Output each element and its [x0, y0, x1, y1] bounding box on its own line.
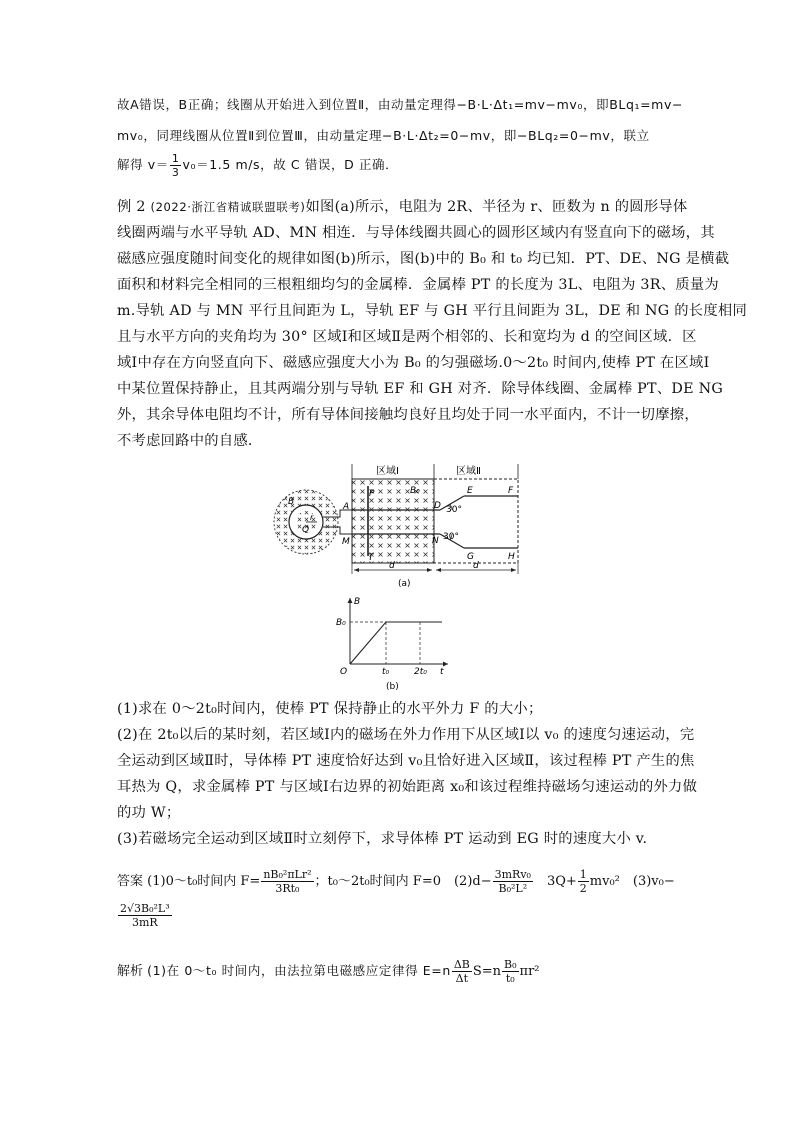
example-line-1: 线圈两端与水平导轨 AD、MN 相连．与导体线圈共圆心的圆形区域内有竖直向下的磁场，其 — [117, 225, 715, 241]
answer-fraction-1 — [261, 868, 313, 895]
question-2-line3: 耳热为 Q，求金属棒 PT 与区域Ⅰ右边界的初始距离 x₀和该过程维持磁场匀速运动的外力做 — [117, 779, 698, 795]
origin-label: O — [340, 667, 348, 677]
label-H: H — [508, 552, 515, 562]
analysis-fraction-1 — [452, 958, 472, 985]
region1-field — [352, 479, 434, 563]
label-P: P — [369, 489, 375, 499]
label-A: A — [343, 502, 350, 512]
tick-label-t0: t₀ — [382, 667, 390, 677]
frac-num: ΔB — [453, 958, 470, 971]
answer-part4: mv₀² (3)v₀− — [589, 874, 675, 889]
figure-a-caption: (a) — [398, 579, 411, 589]
label-M: M — [342, 537, 350, 547]
label-d-region2: d — [473, 561, 479, 571]
fraction-one-third — [170, 152, 182, 179]
example-line-4: m.导轨 AD 与 MN 平行且间距为 L，导轨 EF 与 GH 平行且间距为 3L，DE 和 NG 的长度相同 — [117, 303, 747, 319]
frac-den: 3Rt₀ — [275, 882, 300, 895]
answer-line — [117, 868, 675, 895]
frac-den: 2 — [579, 882, 587, 895]
label-angle-30-bottom: 30° — [443, 532, 459, 542]
example-line-2: 磁感应强度随时间变化的规律如图(b)所示，图(b)中的 B₀ 和 t₀ 均已知．PT、DE、NG 是横截 — [117, 251, 730, 267]
question-1: (1)求在 0～2t₀时间内，使棒 PT 保持静止的水平外力 F 的大小； — [117, 701, 543, 717]
figure-a — [268, 460, 530, 590]
para1-line3 — [117, 152, 398, 179]
region1-label: 区域Ⅰ — [376, 466, 399, 477]
frac-den: 3mR — [131, 916, 158, 929]
frac-den: t₀ — [505, 972, 515, 985]
b-vs-t-curve — [350, 622, 442, 664]
answer-fraction-4 — [118, 902, 172, 929]
label-B: B — [288, 497, 295, 507]
example-line-7: 中某位置保持静止，且其两端分别与导轨 EF 和 GH 对齐．除导体线圈、金属棒 PT、DE NG — [117, 381, 723, 397]
figure-b-caption: (b) — [386, 682, 399, 692]
answer-fraction-2 — [493, 868, 533, 895]
analysis-part2: S=n — [472, 964, 502, 979]
example-line-0: 如图(a)所示，电阻为 2R、半径为 r、匝数为 n 的圆形导体 — [305, 199, 688, 215]
frac-num: 2√3B₀²L³ — [120, 902, 170, 915]
question-2-line4: 的功 W； — [117, 805, 181, 821]
region2-label: 区域Ⅱ — [456, 466, 481, 477]
label-E: E — [467, 486, 473, 496]
frac-num: nB₀²πLr² — [263, 868, 312, 881]
example-line-8: 外，其余导体电阻均不计，所有导体间接触均良好且均处于同一水平面内，不计一切摩擦， — [117, 407, 699, 423]
answer-fraction-3 — [578, 868, 589, 895]
region2-box — [434, 479, 518, 563]
figure-b — [336, 594, 456, 694]
label-T: T — [368, 553, 374, 563]
answer-part2: ；t₀～2t₀时间内 F=0 (2)d− — [314, 874, 492, 889]
label-G: G — [467, 552, 474, 562]
example-label: 例 2 — [117, 199, 146, 215]
label-F: F — [508, 486, 514, 496]
analysis-part3: πr² — [519, 964, 540, 979]
analysis-fraction-2 — [502, 958, 519, 985]
question-2-line2: 全运动到区域Ⅱ时，导体棒 PT 速度恰好达到 v₀且恰好进入区域Ⅱ，该过程棒 PT 产生的焦 — [117, 753, 695, 769]
question-2-line1: (2)在 2t₀以后的某时刻，若区域Ⅰ内的磁场在外力作用下从区域Ⅰ以 v₀ 的速度匀速运动，完 — [117, 727, 695, 743]
answer-line-2 — [117, 902, 173, 929]
answer-part3: 3Q+ — [533, 874, 577, 889]
para1-line3-post: v₀＝1.5 m/s，故 C 错误，D 正确． — [182, 157, 399, 172]
example-line-6: 域Ⅰ中存在方向竖直向下、磁感应强度大小为 B₀ 的匀强磁场.0～2t₀ 时间内,使棒 PT 在区域Ⅰ — [117, 355, 710, 371]
axis-label-B: B — [354, 597, 361, 607]
axis-label-t: t — [440, 667, 444, 677]
tick-label-2t0: 2t₀ — [414, 667, 427, 677]
analysis-part1: (1)在 0～t₀ 时间内，由法拉第电磁感应定律得 E=n — [147, 963, 451, 978]
para1-line2: mv₀，同理线圈从位置Ⅱ到位置Ⅲ，由动量定理−B·L·Δt₂=0−mv，即−BLq₂=0−mv，联立 — [117, 128, 650, 143]
example-line-5: 且与水平方向的夹角均为 30° 区域Ⅰ和区域Ⅱ是两个相邻的、长和宽均为 d 的空间区域．区 — [117, 329, 697, 345]
para1-line1: 故A错误，B正确；线圈从开始进入到位置Ⅱ，由动量定理得−B·L·Δt₁=mv−mv₀，即BLq₁=mv− — [117, 97, 684, 112]
example-source: (2022·浙江省精诚联盟联考) — [150, 200, 306, 214]
label-Q: Q — [302, 525, 310, 535]
label-D: D — [434, 501, 441, 511]
label-N: N — [432, 536, 439, 546]
label-d-region1: d — [389, 561, 395, 571]
frac-den: Δt — [455, 972, 469, 985]
frac-num: 3mRv₀ — [494, 868, 531, 881]
example-first-line — [117, 198, 687, 216]
frac-num: B₀ — [504, 958, 517, 971]
analysis-line — [117, 958, 540, 985]
frac-den: 3 — [171, 166, 180, 179]
answer-label: 答案 — [117, 874, 144, 889]
answer-part1: (1)0～t₀时间内 F= — [147, 874, 261, 889]
frac-den: B₀²L² — [498, 882, 528, 895]
question-3: (3)若磁场完全运动到区域Ⅱ时立刻停下，求导体棒 PT 运动到 EG 时的速度大小 v. — [117, 831, 648, 847]
para1-line3-pre: 解得 v＝ — [117, 157, 169, 172]
label-B0: B₀ — [410, 486, 420, 496]
example-line-3: 面积和材料完全相同的三根粗细均匀的金属棒．金属棒 PT 的长度为 3L、电阻为 3R、质量为 — [117, 277, 719, 293]
frac-num: 1 — [579, 868, 587, 881]
frac-num: 1 — [171, 152, 180, 165]
tick-label-B0: B₀ — [336, 618, 346, 628]
analysis-label: 解析 — [117, 964, 144, 979]
example-line-9: 不考虑回路中的自感． — [117, 433, 263, 449]
label-r: r — [310, 513, 314, 522]
label-angle-30-top: 30° — [446, 505, 462, 515]
